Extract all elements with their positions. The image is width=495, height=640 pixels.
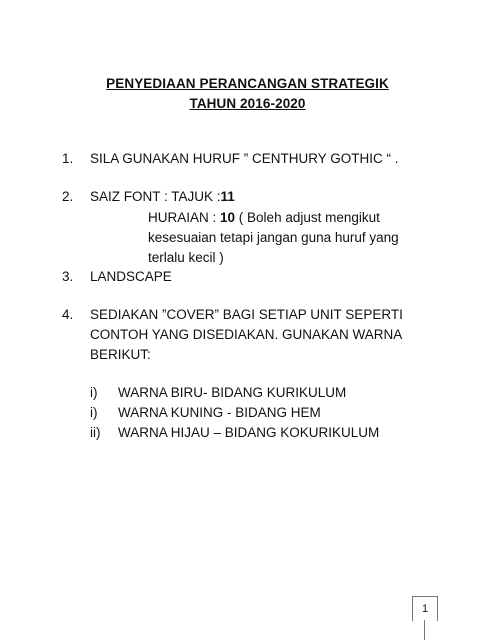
color-item-3-number: ii)	[90, 425, 101, 440]
document-title-line1: PENYEDIAAN PERANCANGAN STRATEGIK	[106, 76, 389, 91]
color-item-2-number: i)	[90, 405, 98, 420]
item-2-number: 2.	[62, 189, 74, 204]
item-2-value: 11	[220, 189, 235, 204]
item-1-text: SILA GUNAKAN HURUF ” CENTHURY GOTHIC “ .	[90, 151, 399, 166]
page-number-divider	[424, 620, 425, 640]
page-number: 1	[412, 596, 438, 621]
item-2-sub-text-2: kesesuaian tetapi jangan guna huruf yang	[148, 230, 399, 245]
item-4-text-2: CONTOH YANG DISEDIAKAN. GUNAKAN WARNA	[90, 327, 403, 342]
item-2-description-size	[148, 210, 380, 226]
document-title-line2: TAHUN 2016-2020	[189, 96, 306, 111]
color-item-1-text: WARNA BIRU- BIDANG KURIKULUM	[118, 385, 347, 400]
item-3-text: LANDSCAPE	[90, 269, 172, 284]
item-4-number: 4.	[62, 307, 74, 322]
item-2-font-size-heading	[90, 189, 235, 205]
item-2-label: SAIZ FONT : TAJUK :	[90, 189, 221, 204]
item-4-text-1: SEDIAKAN ”COVER” BAGI SETIAP UNIT SEPERTI	[90, 307, 403, 322]
item-2-sub-value: 10	[220, 210, 236, 225]
color-item-3-text: WARNA HIJAU – BIDANG KOKURIKULUM	[118, 425, 380, 440]
color-item-1-number: i)	[90, 385, 98, 400]
item-2-sub-label: HURAIAN :	[148, 210, 221, 225]
item-2-sub-text-3: terlalu kecil )	[148, 250, 224, 265]
item-2-sub-text-1: ( Boleh adjust mengikut	[235, 210, 380, 225]
item-3-number: 3.	[62, 269, 74, 284]
item-1-number: 1.	[62, 151, 74, 166]
color-item-2-text: WARNA KUNING - BIDANG HEM	[118, 405, 321, 420]
item-4-text-3: BERIKUT:	[90, 347, 151, 362]
